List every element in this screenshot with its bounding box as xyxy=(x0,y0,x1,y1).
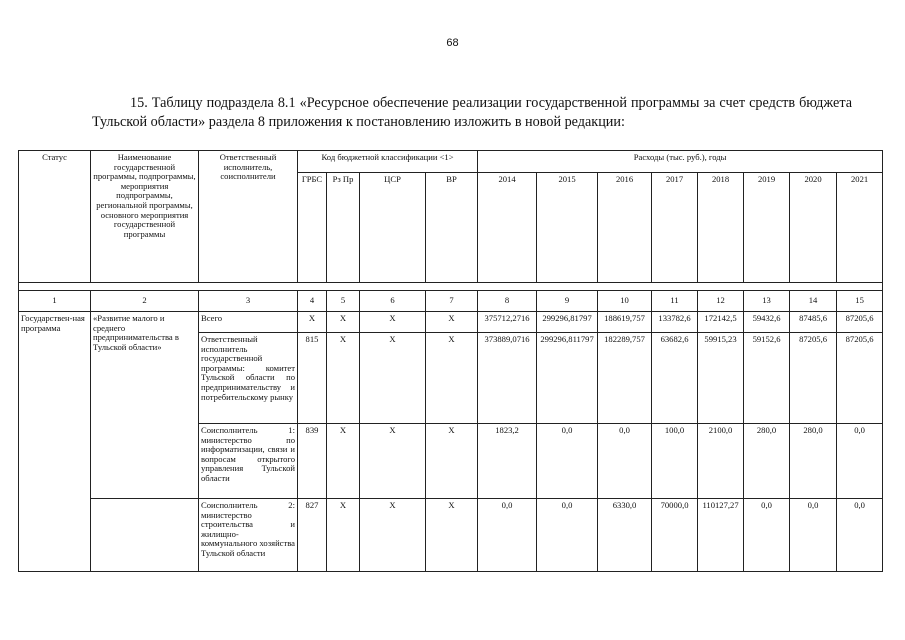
header-year: 2020 xyxy=(790,173,837,283)
row-value: 182289,757 xyxy=(598,333,652,424)
row-value: 133782,6 xyxy=(652,312,698,333)
row-value: 0,0 xyxy=(837,424,883,499)
row-value: 59915,23 xyxy=(698,333,744,424)
row-program-name xyxy=(91,424,199,499)
row-responsible: Соисполнитель 1: министерство по информатизации, связи и вопросам открытого управления Тульской области xyxy=(199,424,298,499)
row-responsible: Соисполнитель 2: министерство строительства и жилищно-коммунального хозяйства Тульской области xyxy=(199,499,298,572)
row-value: 87205,6 xyxy=(837,312,883,333)
row-value: 299296,81797 xyxy=(537,312,598,333)
row-value: 373889,0716 xyxy=(478,333,537,424)
row-value: 1823,2 xyxy=(478,424,537,499)
column-number: 11 xyxy=(652,291,698,312)
column-number: 4 xyxy=(298,291,327,312)
heading-text: 15. Таблицу подраздела 8.1 «Ресурсное обеспечение реализации государственной программы за счет средств бюджета Тульской области» раздела 8 приложения к постановлению изложить в новой редакции: xyxy=(92,95,852,130)
row-rzpr: Х xyxy=(327,333,360,424)
column-number: 10 xyxy=(598,291,652,312)
column-number: 15 xyxy=(837,291,883,312)
header-responsible: Ответственный исполнитель, соисполнители xyxy=(199,151,298,283)
row-rzpr: Х xyxy=(327,424,360,499)
row-value: 0,0 xyxy=(598,424,652,499)
column-number: 5 xyxy=(327,291,360,312)
page-number: 68 xyxy=(446,37,459,49)
row-value: 0,0 xyxy=(837,499,883,572)
row-value: 0,0 xyxy=(537,424,598,499)
row-value: 87205,6 xyxy=(790,333,837,424)
row-value: 0,0 xyxy=(790,499,837,572)
row-grbs: 827 xyxy=(298,499,327,572)
header-year: 2017 xyxy=(652,173,698,283)
row-vr: Х xyxy=(426,333,478,424)
row-grbs: Х xyxy=(298,312,327,333)
column-number: 6 xyxy=(360,291,426,312)
header-expenses: Расходы (тыс. руб.), годы xyxy=(478,151,883,173)
row-value: 63682,6 xyxy=(652,333,698,424)
column-number: 7 xyxy=(426,291,478,312)
column-number: 14 xyxy=(790,291,837,312)
row-value: 280,0 xyxy=(744,424,790,499)
row-value: 375712,2716 xyxy=(478,312,537,333)
row-vr: Х xyxy=(426,499,478,572)
row-value: 59432,6 xyxy=(744,312,790,333)
column-number: 12 xyxy=(698,291,744,312)
row-grbs: 815 xyxy=(298,333,327,424)
row-value: 188619,757 xyxy=(598,312,652,333)
row-vr: Х xyxy=(426,424,478,499)
row-value: 2100,0 xyxy=(698,424,744,499)
document-heading xyxy=(92,94,852,132)
row-program-name xyxy=(91,499,199,572)
header-rzpr: Рз Пр xyxy=(327,173,360,283)
row-status: Государствен-ная программа xyxy=(19,312,91,424)
row-csr: Х xyxy=(360,333,426,424)
row-csr: Х xyxy=(360,424,426,499)
row-program-name: «Развитие малого и среднего предпринимательства в Тульской области» xyxy=(91,312,199,424)
header-row-top xyxy=(19,151,883,173)
header-status: Статус xyxy=(19,151,91,283)
column-number: 1 xyxy=(19,291,91,312)
header-budget-code: Код бюджетной классификации <1> xyxy=(298,151,478,173)
table-row-coexecutor-2 xyxy=(19,499,883,572)
row-status xyxy=(19,499,91,572)
row-responsible: Ответственный исполнитель государственной программы: комитет Тульской области по предпринимательству и потребительскому рынку xyxy=(199,333,298,424)
header-year: 2021 xyxy=(837,173,883,283)
row-value: 172142,5 xyxy=(698,312,744,333)
header-csr: ЦСР xyxy=(360,173,426,283)
row-value: 100,0 xyxy=(652,424,698,499)
row-gap xyxy=(19,283,883,291)
column-number-row xyxy=(19,291,883,312)
row-value: 87485,6 xyxy=(790,312,837,333)
header-year: 2014 xyxy=(478,173,537,283)
row-value: 6330,0 xyxy=(598,499,652,572)
resource-table xyxy=(18,150,883,572)
row-value: 59152,6 xyxy=(744,333,790,424)
header-grbs: ГРБС xyxy=(298,173,327,283)
row-csr: Х xyxy=(360,312,426,333)
row-grbs: 839 xyxy=(298,424,327,499)
row-value: 70000,0 xyxy=(652,499,698,572)
column-number: 2 xyxy=(91,291,199,312)
row-value: 299296,811797 xyxy=(537,333,598,424)
row-rzpr: Х xyxy=(327,499,360,572)
header-year: 2018 xyxy=(698,173,744,283)
table-row-coexecutor-1 xyxy=(19,424,883,499)
header-name: Наименование государственной программы, подпрограммы, мероприятия подпрограммы, региональной программы, основного мероприятия государственной программы xyxy=(91,151,199,283)
column-number: 9 xyxy=(537,291,598,312)
header-year: 2019 xyxy=(744,173,790,283)
column-number: 8 xyxy=(478,291,537,312)
row-responsible: Всего xyxy=(199,312,298,333)
row-rzpr: Х xyxy=(327,312,360,333)
header-year: 2015 xyxy=(537,173,598,283)
header-vr: ВР xyxy=(426,173,478,283)
row-value: 280,0 xyxy=(790,424,837,499)
row-vr: Х xyxy=(426,312,478,333)
row-value: 0,0 xyxy=(537,499,598,572)
column-number: 13 xyxy=(744,291,790,312)
row-value: 0,0 xyxy=(478,499,537,572)
column-number: 3 xyxy=(199,291,298,312)
row-csr: Х xyxy=(360,499,426,572)
row-status xyxy=(19,424,91,499)
row-value: 0,0 xyxy=(744,499,790,572)
header-year: 2016 xyxy=(598,173,652,283)
table-row-total xyxy=(19,312,883,333)
row-value: 110127,27 xyxy=(698,499,744,572)
row-value: 87205,6 xyxy=(837,333,883,424)
